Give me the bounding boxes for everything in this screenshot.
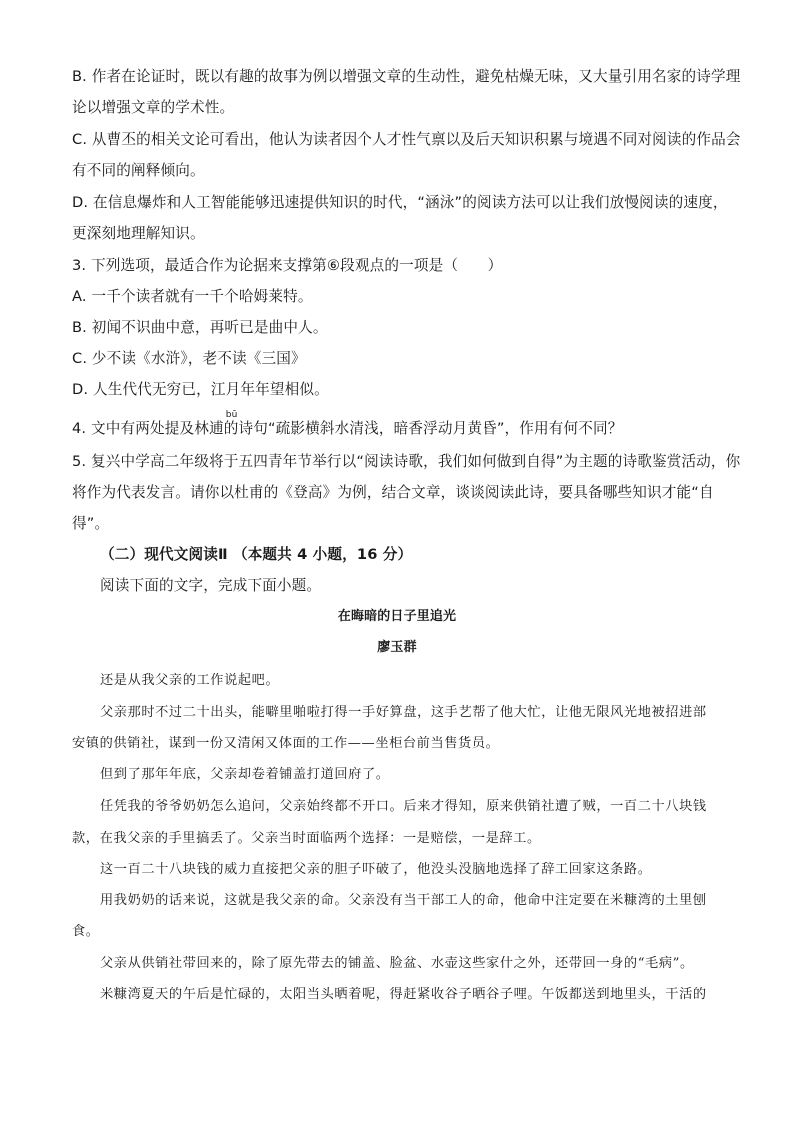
story-line: 用我奶奶的话来说，这就是我父亲的命。父亲没有当干部工人的命，他命中注定要在米糠湾的土里刨 <box>100 893 707 908</box>
story-title: 在晦暗的日子里追光 <box>337 609 457 624</box>
q3-option-d: D. 人生代代无穷已，江月年年望相似。 <box>72 381 329 398</box>
story-line: 食。 <box>72 924 100 939</box>
q2-option-d-line2: 更深刻地理解知识。 <box>72 225 205 242</box>
q4-ruby-base: 的 <box>223 420 239 437</box>
story-line: 父亲那时不过二十出头，能噼里啪啦打得一手好算盘，这手艺帮了他大忙，让他无限风光地被招进部 <box>100 705 707 720</box>
story-line: 但到了那年年底，父亲却卷着铺盖打道回府了。 <box>100 767 390 782</box>
q4-text-part1: 4. 文中有两处提及林逋 <box>72 420 224 437</box>
q4-ruby-text: bū <box>225 410 238 420</box>
story-author: 廖玉群 <box>377 640 417 655</box>
story-line: 米糠湾夏天的午后是忙碌的，太阳当头晒着呢，得赶紧收谷子晒谷子哩。午饭都送到地里头，干活的 <box>100 987 707 1002</box>
story-line: 这一百二十八块钱的威力直接把父亲的胆子吓破了，他没头没脑地选择了辞工回家这条路。 <box>100 862 652 877</box>
q3-option-b: B. 初闻不识曲中意，再听已是曲中人。 <box>72 319 328 336</box>
q4-ruby <box>223 410 239 439</box>
q3-option-a: A. 一千个读者就有一千个哈姆莱特。 <box>72 288 313 305</box>
q2-option-d-line1: D. 在信息爆炸和人工智能能够迅速提供知识的时代，“涵泳”的阅读方法可以让我们放慢阅读的速度， <box>72 194 728 211</box>
story-line: 父亲从供销社带回来的，除了原先带去的铺盖、脸盆、水壶这些家什之外，还带回一身的“毛病”。 <box>100 956 694 971</box>
section-instruction: 阅读下面的文字，完成下面小题。 <box>100 577 322 594</box>
story-line: 安镇的供销社，谋到一份又清闲又体面的工作——坐柜台前当售货员。 <box>72 736 500 751</box>
q5-line1: 5. 复兴中学高二年级将于五四青年节举行以“阅读诗歌，我们如何做到自得”为主题的诗歌鉴赏活动，你 <box>72 453 741 470</box>
story-line: 还是从我父亲的工作说起吧。 <box>100 673 280 688</box>
story-line: 任凭我的爷爷奶奶怎么追问，父亲始终都不开口。后来才得知，原来供销社遭了贼，一百二十八块钱 <box>100 799 707 814</box>
q2-option-b-line1: B. 作者在论证时，既以有趣的故事为例以增强文章的生动性，避免枯燥无味，又大量引用名家的诗学理 <box>72 68 741 85</box>
q2-option-b-line2: 论以增强文章的学术性。 <box>72 99 235 116</box>
q2-option-c-line2: 有不同的阐释倾向。 <box>72 162 205 179</box>
section-heading: （二）现代文阅读Ⅱ （本题共 4 小题，16 分） <box>100 546 413 563</box>
q3-option-c: C. 少不读《水浒》，老不读《三国》 <box>72 350 306 367</box>
q3-stem: 3. 下列选项，最适合作为论据来支撑第⑥段观点的一项是（ ） <box>72 257 503 274</box>
q5-line2: 将作为代表发言。请你以杜甫的《登高》为例，结合文章，谈谈阅读此诗，要具备哪些知识才能“自 <box>72 484 714 501</box>
q5-line3: 得”。 <box>72 515 110 532</box>
q2-option-c-line1: C. 从曹丕的相关文论可看出，他认为读者因个人才性气禀以及后天知识积累与境遇不同对阅读的作品会 <box>72 131 741 148</box>
q4-question <box>72 410 623 439</box>
story-line: 款，在我父亲的手里搞丢了。父亲当时面临两个选择：一是赔偿，一是辞工。 <box>72 831 541 846</box>
q4-text-part2: 诗句“疏影横斜水清浅，暗香浮动月黄昏”，作用有何不同？ <box>238 420 623 437</box>
